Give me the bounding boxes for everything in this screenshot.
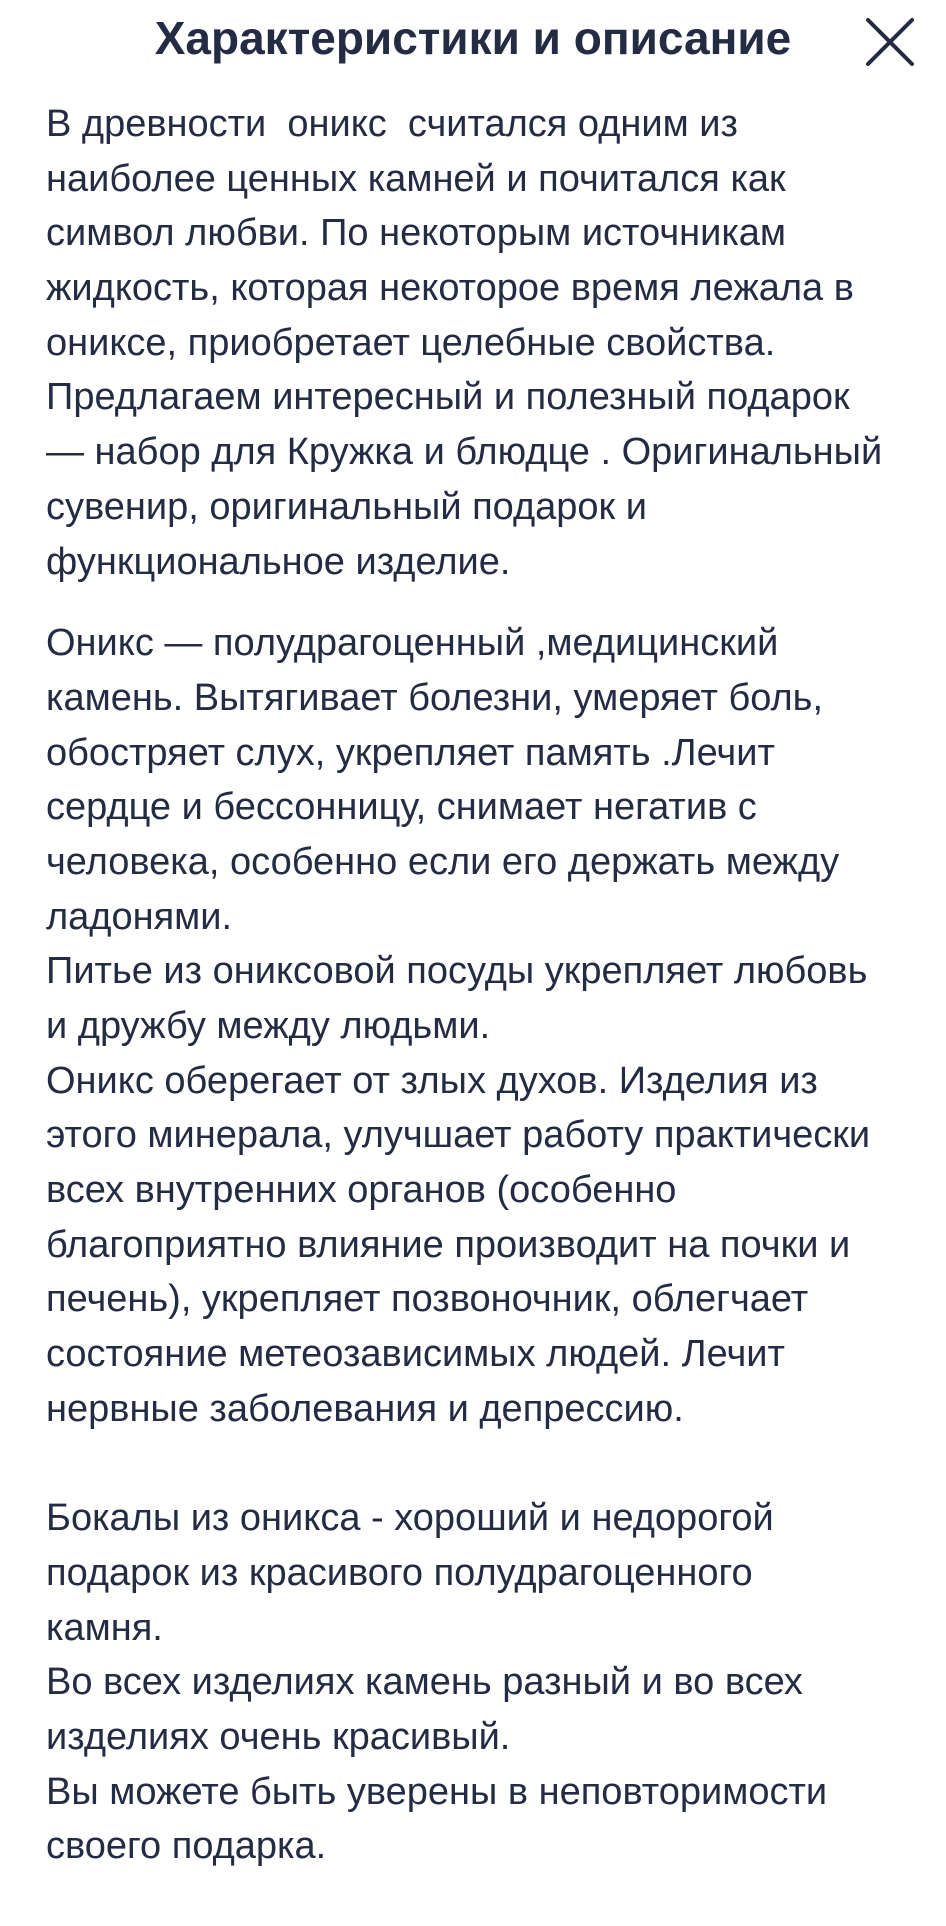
text-line: ладонями.	[46, 895, 233, 938]
text-line: и дружбу между людьми.	[46, 1005, 491, 1047]
text-line: символ любви. По некоторым источникам	[46, 212, 787, 255]
modal-header	[0, 0, 946, 90]
text-line: благоприятно влияние производит на почки и	[46, 1223, 851, 1266]
text-line: Во всех изделиях камень разный и во всех	[46, 1661, 803, 1704]
text-line: Бокалы из оникса - хороший и недорогой	[46, 1497, 774, 1540]
close-button[interactable]	[860, 12, 920, 72]
text-line: изделиях очень красивый.	[46, 1715, 511, 1758]
text-line: этого минерала, улучшает работу практически	[46, 1114, 871, 1157]
text-line: Вы можете быть уверены в неповторимости	[46, 1770, 828, 1813]
text-line: В древности оникс считался одним из	[46, 103, 738, 145]
text-line: подарок из красивого полудрагоценного	[46, 1551, 753, 1594]
modal-title: Характеристики и описание	[154, 12, 792, 64]
text-line: сувенир, оригинальный подарок и	[46, 485, 647, 528]
text-line: ониксе, приобретает целебные свойства.	[46, 321, 776, 364]
description-paragraph-2	[46, 616, 926, 1436]
text-line: сердце и бессонницу, снимает негатив с	[46, 786, 757, 829]
text-line: всех внутренних органов (особенно	[46, 1169, 677, 1212]
text-line: жидкость, которая некоторое время лежала в	[46, 267, 854, 310]
text-line: Оникс оберегает от злых духов. Изделия из	[46, 1059, 818, 1102]
paragraph-gap	[46, 589, 926, 616]
text-line: наиболее ценных камней и почитался как	[46, 157, 786, 200]
text-line: обостряет слух, укрепляет память .Лечит	[46, 731, 775, 774]
text-line: Питье из ониксовой посуды укрепляет любовь	[46, 950, 868, 993]
description-paragraph-3	[46, 1491, 926, 1874]
text-line: Оникс — полудрагоценный ,медицинский	[46, 622, 779, 665]
text-line: камня.	[46, 1606, 163, 1649]
text-line: человека, особенно если его держать между	[46, 840, 840, 883]
text-line: состояние метеозависимых людей. Лечит	[46, 1333, 785, 1376]
text-line: — набор для Кружка и блюдце . Оригинальный	[46, 431, 883, 474]
text-line: функциональное изделие.	[46, 540, 511, 583]
text-line: нервные заболевания и депрессию.	[46, 1387, 684, 1430]
description-text	[46, 97, 926, 1874]
close-icon	[860, 12, 920, 72]
description-paragraph-1	[46, 97, 926, 589]
paragraph-gap	[46, 1437, 926, 1492]
text-line: Предлагаем интересный и полезный подарок	[46, 376, 850, 419]
text-line: своего подарка.	[46, 1825, 327, 1868]
text-line: камень. Вытягивает болезни, умеряет боль,	[46, 676, 824, 719]
text-line: печень), укрепляет позвоночник, облегчает	[46, 1278, 809, 1321]
